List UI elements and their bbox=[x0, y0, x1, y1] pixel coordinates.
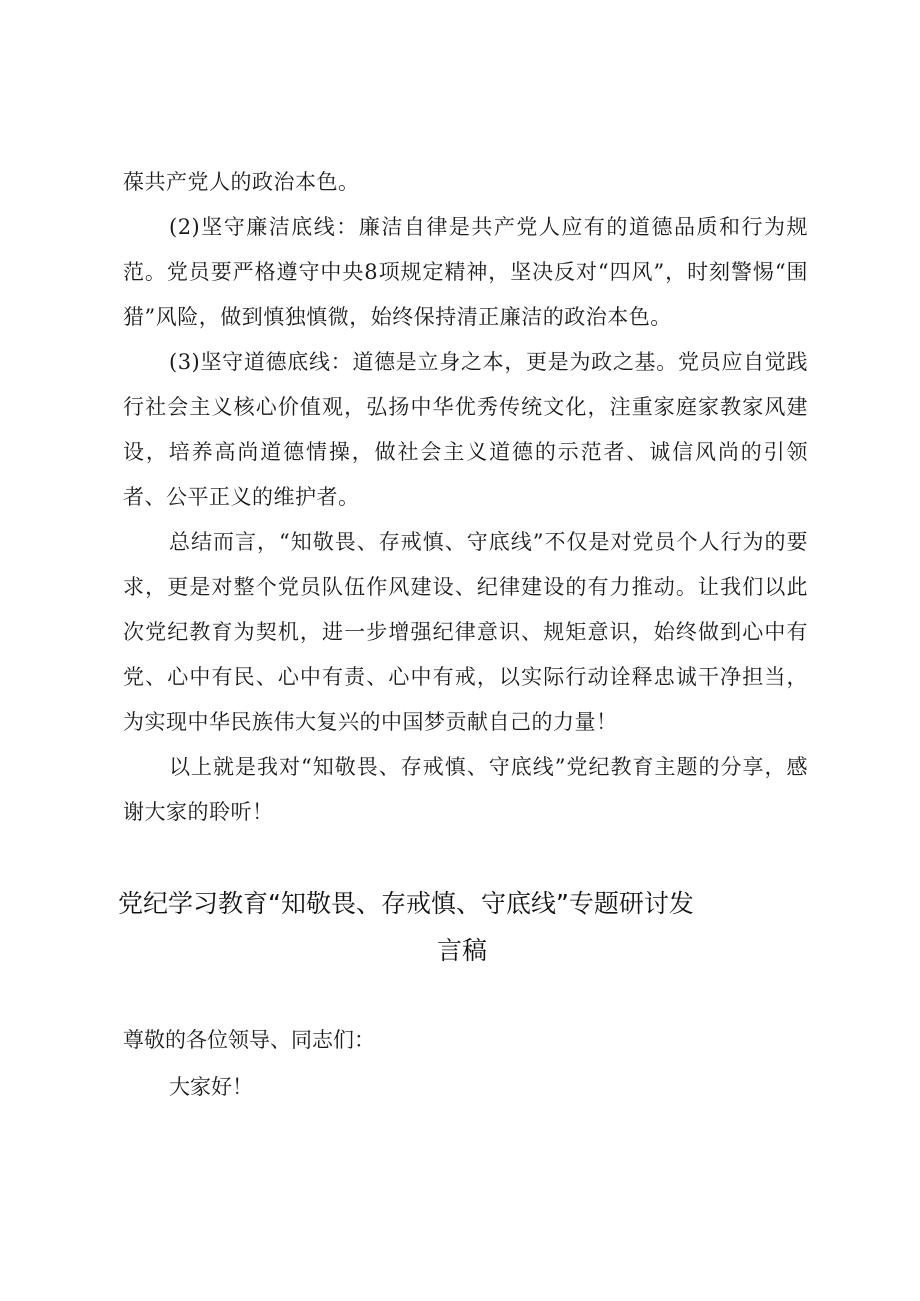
speech-title bbox=[118, 880, 808, 974]
title-line-1: 党纪学习教育“知敬畏、存戒慎、守底线”专题研讨发 bbox=[118, 889, 694, 918]
salutation-line: 尊敬的各位领导、同志们： bbox=[123, 1028, 375, 1052]
continuation-paragraph: 葆共产党人的政治本色。 bbox=[123, 170, 360, 194]
conclusion-paragraph: 总结而言，“知敬畏、存戒慎、守底线”不仅是对党员个人行为的要求，更是对整个党员队伍作风建设、纪律建设的有力推动。让我们以此次党纪教育为契机，进一步增强纪律意识、规矩意识，始终做到心中有党、心中有民、心中有责、心中有戒，以实际行动诠释忠诚干净担当，为实现中华民族伟大复兴的中国梦贡献自己的力量！ bbox=[123, 530, 808, 734]
body-section bbox=[123, 160, 808, 835]
point-2-paragraph: (2)坚守廉洁底线：廉洁自律是共产党人应有的道德品质和行为规范。党员要严格遵守中央8项规定精神，坚决反对“四风”，时刻警惕“围猎”风险，做到慎独慎微，始终保持清正廉洁的政治本色。 bbox=[123, 215, 808, 329]
greeting-line: 大家好！ bbox=[169, 1075, 253, 1099]
point-3-paragraph: (3)坚守道德底线：道德是立身之本，更是为政之基。党员应自觉践行社会主义核心价值观，弘扬中华优秀传统文化，注重家庭家教家风建设，培养高尚道德情操，做社会主义道德的示范者、诚信风尚的引领者、公平正义的维护者。 bbox=[123, 350, 808, 509]
closing-paragraph: 以上就是我对“知敬畏、存戒慎、守底线”党纪教育主题的分享，感谢大家的聆听！ bbox=[123, 755, 808, 824]
salutation-section bbox=[123, 1017, 808, 1111]
title-line-2: 言稿 bbox=[437, 936, 488, 965]
